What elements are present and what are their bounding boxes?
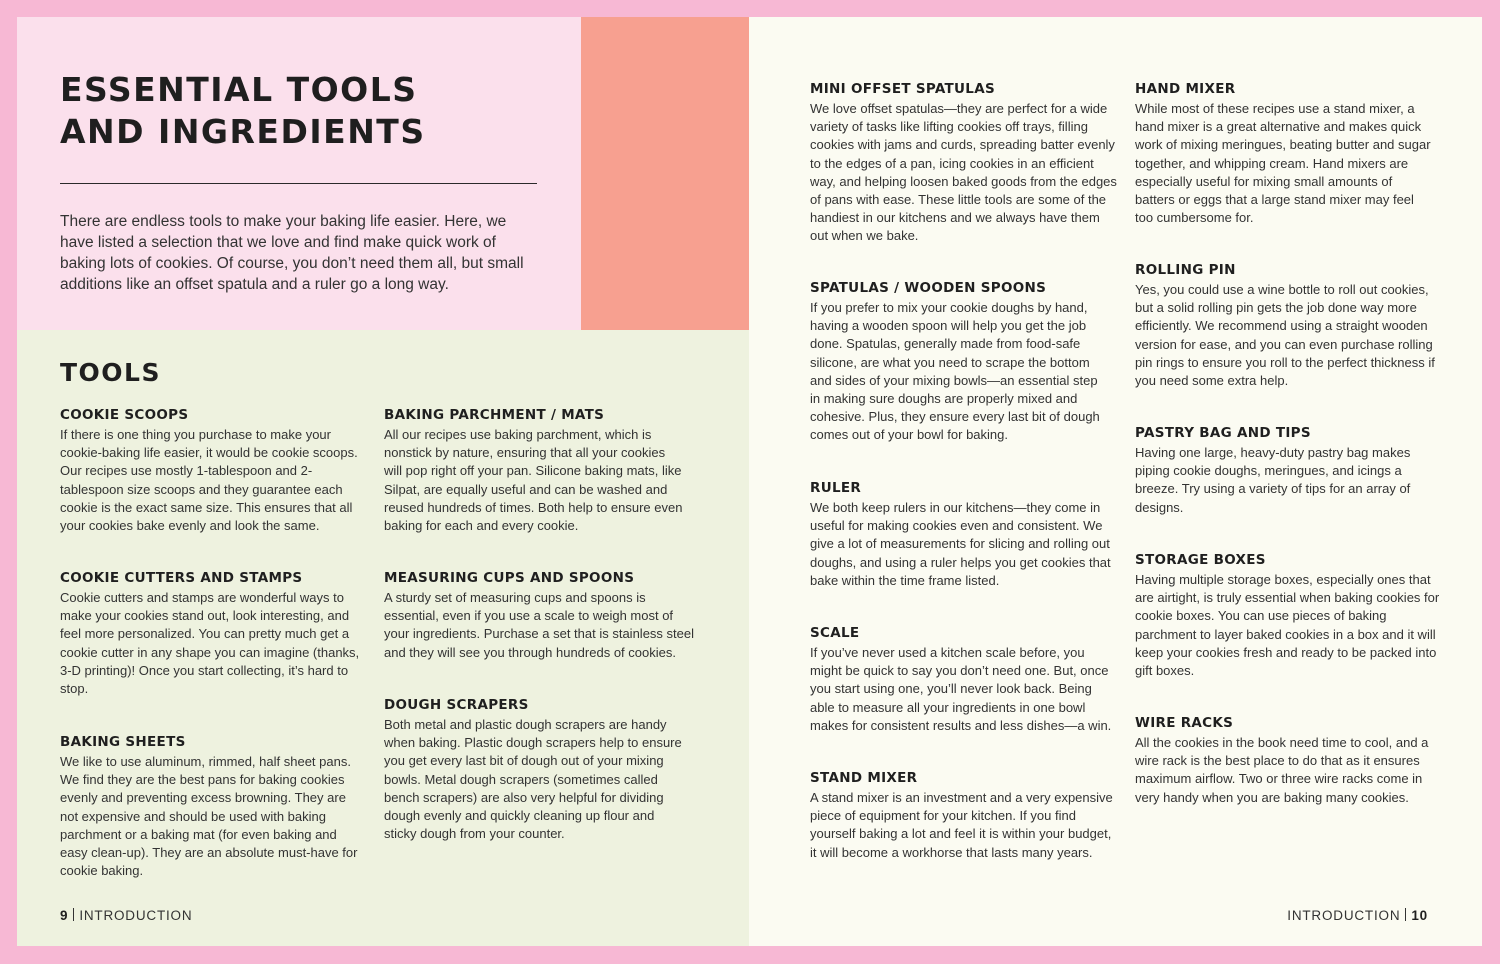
tool-title: BAKING SHEETS xyxy=(60,734,186,750)
tool-description: Cookie cutters and stamps are wonderful ways to make your cookies stand out, look interesting, and feel more personalized. You can pretty much get a cookie cutter in any shape you can imagine (thanks, 3-D printing)! Once you start collecting, it’s hard to stop. xyxy=(60,590,360,697)
tool-description: If you prefer to mix your cookie doughs by hand, having a wooden spoon will help you get the job done. Spatulas, generally made from food-safe silicone, are what you need to scrape the bottom and sides of your mixing bowls—an essential step in making sure doughs are properly mixed and cohesive. Plus, they ensure every last bit of dough comes out of your bowl for baking. xyxy=(810,300,1100,443)
tool-item-dough-scrapers xyxy=(384,697,686,843)
tool-item-wire-racks xyxy=(1135,715,1431,807)
tool-title: STAND MIXER xyxy=(810,770,918,786)
tool-description: Having one large, heavy-duty pastry bag makes piping cookie doughs, meringues, and icings a breeze. Try using a variety of tips for an array of designs. xyxy=(1135,445,1411,515)
tool-item-storage-boxes xyxy=(1135,552,1440,680)
title-line-2: AND INGREDIENTS xyxy=(60,112,426,151)
intro-paragraph: There are endless tools to make your baking life easier. Here, we have listed a selection that we love and find make quick work of baking lots of cookies. Of course, you don’t need them all, but small additions like an offset spatula and a ruler go a long way. xyxy=(60,213,524,293)
tool-title: BAKING PARCHMENT / MATS xyxy=(384,407,605,423)
tool-item-ruler xyxy=(810,480,1118,590)
title-divider xyxy=(60,183,537,184)
tool-item-stand-mixer xyxy=(810,770,1118,862)
tool-description: We both keep rulers in our kitchens—they come in useful for making cookies even and consistent. We give a lot of measurements for slicing and rolling out doughs, and using a ruler helps you get cookies that bake within the time frame listed. xyxy=(810,500,1111,588)
coral-color-block xyxy=(581,17,749,330)
tool-title: COOKIE CUTTERS AND STAMPS xyxy=(60,570,303,586)
tool-title: PASTRY BAG AND TIPS xyxy=(1135,425,1311,441)
tool-description: We like to use aluminum, rimmed, half sheet pans. We find they are the best pans for baking cookies evenly and preventing excess browning. They are not expensive and should be used with baking parchment or a baking mat (for even baking and easy clean-up). They are an absolute must-have for cookie baking. xyxy=(60,754,358,879)
tool-description: Both metal and plastic dough scrapers are handy when baking. Plastic dough scrapers help to ensure you get every last bit of dough out of your mixing bowls. Metal dough scrapers (sometimes called bench scrapers) are also very helpful for dividing dough evenly and quickly cleaning up flour and sticky dough from your counter. xyxy=(384,717,682,842)
tool-item-mini-offset-spatulas xyxy=(810,81,1118,246)
tool-item-spatulas-wooden-spoons xyxy=(810,280,1103,445)
tool-title: SPATULAS / WOODEN SPOONS xyxy=(810,280,1047,296)
tool-description: If there is one thing you purchase to make your cookie-baking life easier, it would be cookie scoops. Our recipes use mostly 1-tablespoon and 2-tablespoon size scoops and they guarantee each cookie is the exact same size. This ensures that all your cookies bake evenly and look the same. xyxy=(60,427,358,534)
tool-description: Yes, you could use a wine bottle to roll out cookies, but a solid rolling pin gets the job done way more efficiently. We recommend using a straight wooden version for ease, and you can even purchase rolling pin rings to ensure you roll to the perfect thickness if you need some extra help. xyxy=(1135,282,1435,389)
tool-title: STORAGE BOXES xyxy=(1135,552,1266,568)
tool-title: WIRE RACKS xyxy=(1135,715,1234,731)
folio-separator xyxy=(73,908,74,921)
folio-left xyxy=(60,908,192,923)
tool-title: SCALE xyxy=(810,625,860,641)
tool-description: A stand mixer is an investment and a very expensive piece of equipment for your kitchen. If you find yourself baking a lot and feel it is within your budget, it will become a workhorse that lasts many years. xyxy=(810,790,1113,860)
tool-description: All our recipes use baking parchment, which is nonstick by nature, ensuring that all your cookies will pop right off your pan. Silicone baking mats, like Silpat, are equally useful and can be washed and reused hundreds of times. Both help to ensure even baking for each and every cookie. xyxy=(384,427,683,534)
page-number: 9 xyxy=(60,908,69,923)
tool-item-cookie-cutters xyxy=(60,570,365,698)
page-number: 10 xyxy=(1411,908,1428,923)
tool-title: MINI OFFSET SPATULAS xyxy=(810,81,995,97)
folio-right xyxy=(1287,908,1428,923)
section-label: INTRODUCTION xyxy=(1287,908,1401,923)
tool-item-baking-sheets xyxy=(60,734,360,880)
folio-separator xyxy=(1405,908,1406,921)
tool-title: ROLLING PIN xyxy=(1135,262,1236,278)
tool-item-pastry-bag xyxy=(1135,425,1420,517)
tool-item-rolling-pin xyxy=(1135,262,1441,390)
tool-title: MEASURING CUPS AND SPOONS xyxy=(384,570,635,586)
tool-title: COOKIE SCOOPS xyxy=(60,407,189,423)
tool-description: If you’ve never used a kitchen scale before, you might be quick to say you don’t need one. But, once you start using one, you’ll never look back. Being able to measure all your ingredients in one bowl makes for consistent results and less dishes—a win. xyxy=(810,645,1112,733)
tool-item-measuring-cups xyxy=(384,570,694,662)
tool-item-cookie-scoops xyxy=(60,407,360,535)
tool-description: While most of these recipes use a stand mixer, a hand mixer is a great alternative and makes quick work of mixing meringues, beating butter and sugar together, and whipping cream. Hand mixers are especially useful for mixing small amounts of batters or eggs that a large stand mixer may feel too cumbersome for. xyxy=(1135,101,1431,226)
left-page xyxy=(17,17,749,946)
title-line-1: ESSENTIAL TOOLS xyxy=(60,70,418,109)
tool-description: Having multiple storage boxes, especially ones that are airtight, is truly essential when baking cookies for cookie boxes. You can use pieces of baking parchment to layer baked cookies in a box and it will keep your cookies fresh and ready to be packed into gift boxes. xyxy=(1135,572,1440,679)
tool-description: We love offset spatulas—they are perfect for a wide variety of tasks like lifting cookies off trays, filling cookies with jams and curds, spreading batter evenly to the edges of a pan, icing cookies in an efficient way, and helping loosen baked goods from the edges of pans with ease. These little tools are some of the handiest in our kitchens and we always have them out when we bake. xyxy=(810,101,1117,244)
tool-description: All the cookies in the book need time to cool, and a wire rack is the best place to do that as it ensures maximum airflow. Two or three wire racks come in very handy when you are baking many cookies. xyxy=(1135,735,1429,805)
intro-panel xyxy=(17,17,581,330)
tools-heading: TOOLS xyxy=(60,358,161,387)
section-label: INTRODUCTION xyxy=(79,908,193,923)
tool-item-baking-parchment xyxy=(384,407,684,535)
tool-item-hand-mixer xyxy=(1135,81,1433,227)
tool-title: RULER xyxy=(810,480,862,496)
page-title xyxy=(60,69,426,153)
tool-title: DOUGH SCRAPERS xyxy=(384,697,529,713)
tool-item-scale xyxy=(810,625,1115,735)
right-page xyxy=(749,17,1482,946)
tool-description: A sturdy set of measuring cups and spoons is essential, even if you use a scale to weigh most of your ingredients. Purchase a set that is stainless steel and they will see you through hundreds of cookies. xyxy=(384,590,694,660)
tool-title: HAND MIXER xyxy=(1135,81,1236,97)
